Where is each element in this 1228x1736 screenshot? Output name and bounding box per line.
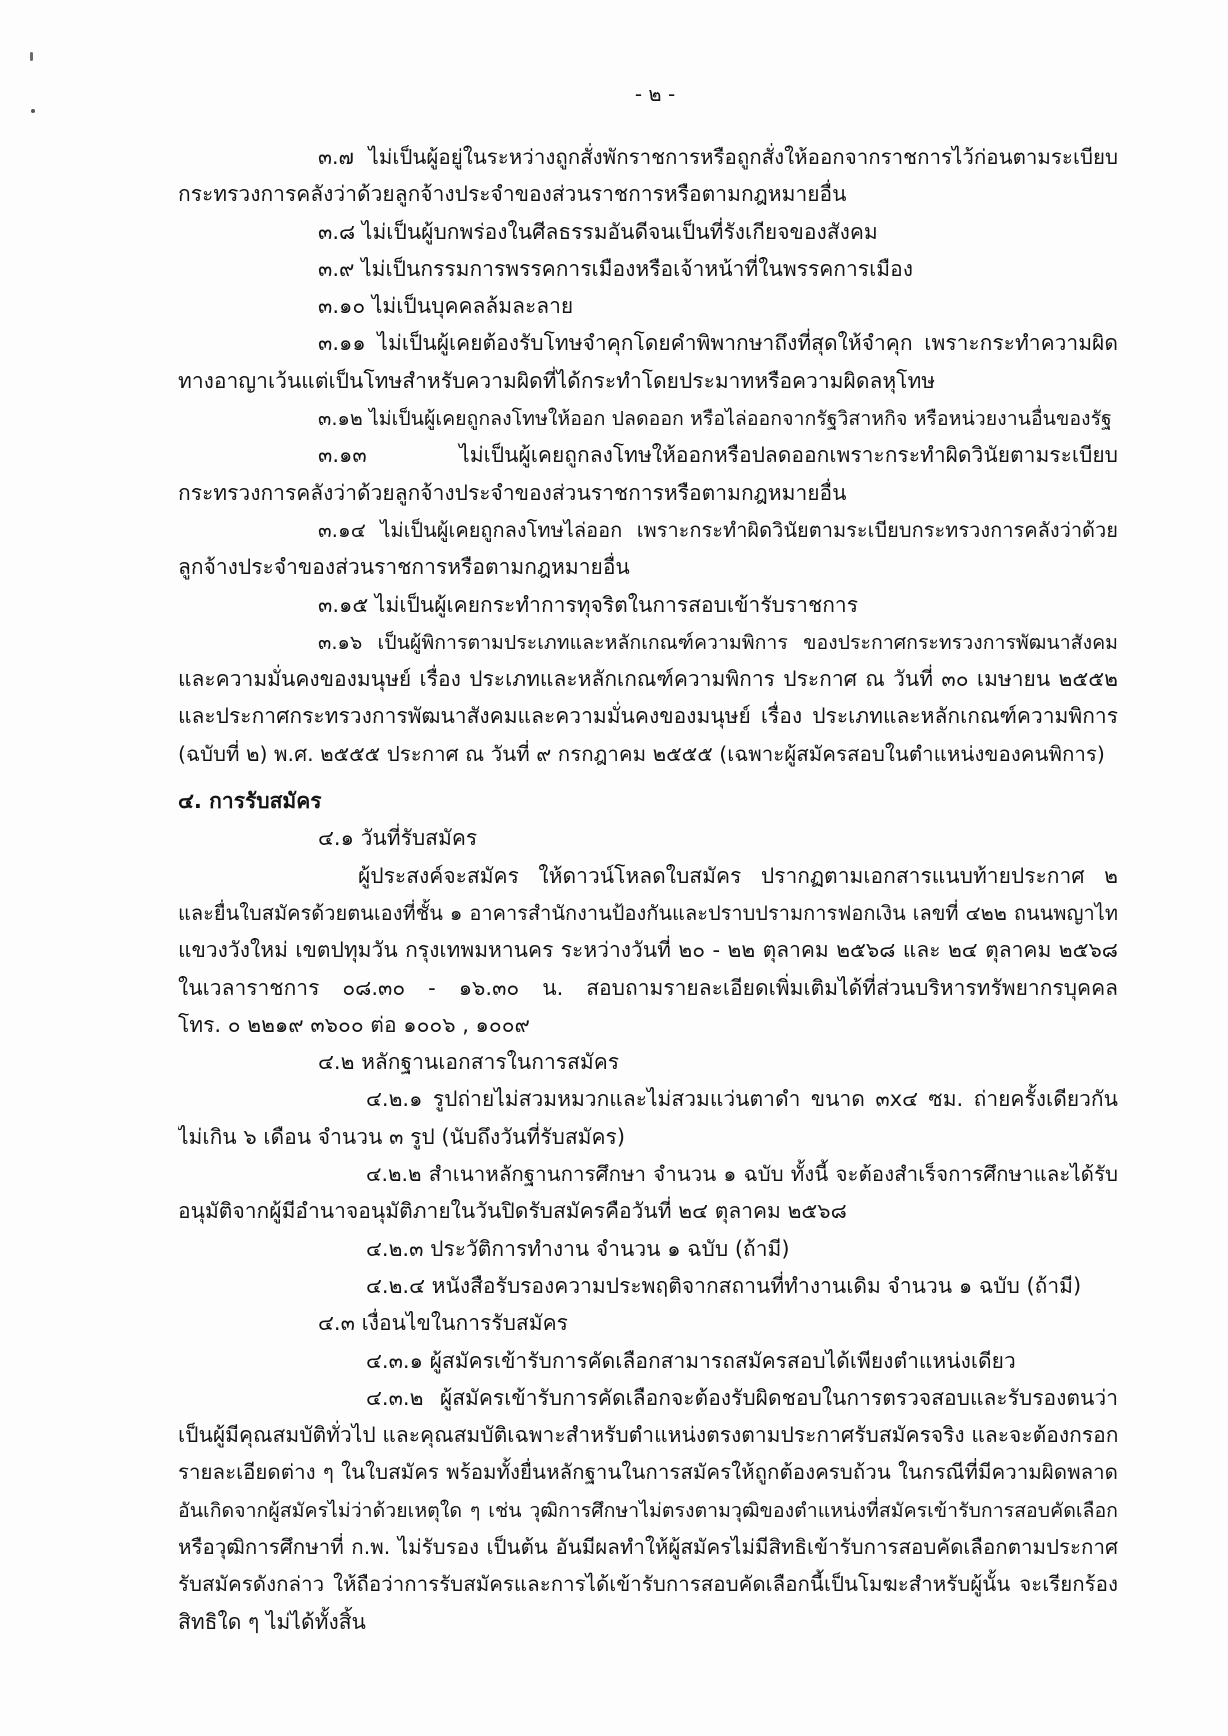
clause-4-3-2: ๔.๓.๒ ผู้สมัครเข้ารับการคัดเลือกจะต้องรับผิดชอบในการตรวจสอบและรับรองตนว่า: [366, 1385, 1118, 1410]
clause-4-3-1: ๔.๓.๑ ผู้สมัครเข้ารับการคัดเลือกสามารถสมัครสอบได้เพียงตำแหน่งเดียว: [366, 1348, 1016, 1373]
clause-4-3-2-continued: เป็นผู้มีคุณสมบัติทั่วไป และคุณสมบัติเฉพาะสำหรับตำแหน่งตรงตามประกาศรับสมัครจริง และจะต้องกรอก: [178, 1423, 1118, 1448]
clause-4-3-2-continued: หรือวุฒิการศึกษาที่ ก.พ. ไม่รับรอง เป็นต้น อันมีผลทำให้ผู้สมัครไม่มีสิทธิเข้ารับการสอบคัดเลือกตามประกาศ: [178, 1534, 1118, 1559]
application-paragraph-continued: ในเวลาราชการ ๐๘.๓๐ - ๑๖.๓๐ น. สอบถามรายละเอียดเพิ่มเติมได้ที่ส่วนบริหารทรัพยากรบุคคล: [178, 975, 1118, 1000]
clause-3-16-continued: และความมั่นคงของมนุษย์ เรื่อง ประเภทและหลักเกณฑ์ความพิการ ประกาศ ณ วันที่ ๓๐ เมษายน ๒๕๕๒: [178, 667, 1118, 692]
clause-4-2-1: ๔.๒.๑ รูปถ่ายไม่สวมหมวกและไม่สวมแว่นตาดำ ขนาด ๓x๔ ซม. ถ่ายครั้งเดียวกัน: [366, 1087, 1118, 1112]
clause-4-2-3: ๔.๒.๓ ประวัติการทำงาน จำนวน ๑ ฉบับ (ถ้ามี): [366, 1236, 790, 1261]
document-body: [178, 139, 1118, 1641]
application-paragraph: ผู้ประสงค์จะสมัคร ให้ดาวน์โหลดใบสมัคร ปรากฏตามเอกสารแนบท้ายประกาศ ๒: [358, 863, 1118, 888]
clause-3-11: ๓.๑๑ ไม่เป็นผู้เคยต้องรับโทษจำคุกโดยคำพิพากษาถึงที่สุดให้จำคุก เพราะกระทำความผิด: [318, 331, 1118, 356]
scan-mark: [30, 52, 33, 61]
scan-mark: [31, 109, 35, 113]
application-paragraph-continued: แขวงวังใหม่ เขตปทุมวัน กรุงเทพมหานคร ระหว่างวันที่ ๒๐ - ๒๒ ตุลาคม ๒๕๖๘ และ ๒๔ ตุลาคม ๒๕๖๘: [178, 938, 1118, 963]
clause-3-12: ๓.๑๒ ไม่เป็นผู้เคยถูกลงโทษให้ออก ปลดออก หรือไล่ออกจากรัฐวิสาหกิจ หรือหน่วยงานอื่นของรัฐ: [318, 407, 1112, 431]
clause-3-14: ๓.๑๔ ไม่เป็นผู้เคยถูกลงโทษไล่ออก เพราะกระทำผิดวินัยตามระเบียบกระทรวงการคลังว่าด้วย: [318, 517, 1118, 542]
application-paragraph-continued: และยื่นใบสมัครด้วยตนเองที่ชั้น ๑ อาคารสำนักงานป้องกันและปราบปรามการฟอกเงิน เลขที่ ๔๒๒ ถนนพญาไท: [178, 900, 1118, 925]
subsection-4-2-title: ๔.๒ หลักฐานเอกสารในการสมัคร: [318, 1050, 620, 1075]
contact-phone: โทร. ๐ ๒๒๑๙ ๓๖๐๐ ต่อ ๑๐๐๖ , ๑๐๐๙: [178, 1012, 530, 1037]
clause-4-2-2-continued: อนุมัติจากผู้มีอำนาจอนุมัติภายในวันปิดรับสมัครคือวันที่ ๒๔ ตุลาคม ๒๕๖๘: [178, 1199, 847, 1224]
subsection-4-1-title: ๔.๑ วันที่รับสมัคร: [318, 826, 478, 851]
clause-3-9: ๓.๙ ไม่เป็นกรรมการพรรคการเมืองหรือเจ้าหน้าที่ในพรรคการเมือง: [318, 256, 913, 281]
clause-4-3-2-continued: สิทธิใด ๆ ไม่ได้ทั้งสิ้น: [178, 1609, 366, 1634]
clause-3-13: ๓.๑๓ ไม่เป็นผู้เคยถูกลงโทษให้ออกหรือปลดออกเพราะกระทำผิดวินัยตามระเบียบ: [318, 443, 1118, 468]
clause-4-3-2-continued: อันเกิดจากผู้สมัครไม่ว่าด้วยเหตุใด ๆ เช่น วุฒิการศึกษาไม่ตรงตามวุฒิของตำแหน่งที่สมัครเข้ารับการสอบคัดเลือก: [178, 1498, 1118, 1522]
page-number: - ๒ -: [634, 82, 676, 106]
clause-4-3-2-continued: รายละเอียดต่าง ๆ ในใบสมัคร พร้อมทั้งยื่นหลักฐานในการสมัครให้ถูกต้องครบถ้วน ในกรณีที่มีความผิดพลาด: [178, 1460, 1118, 1485]
clause-3-7-continued: กระทรวงการคลังว่าด้วยลูกจ้างประจำของส่วนราชการหรือตามกฎหมายอื่น: [178, 182, 847, 207]
clause-4-2-2: ๔.๒.๒ สำเนาหลักฐานการศึกษา จำนวน ๑ ฉบับ ทั้งนี้ จะต้องสำเร็จการศึกษาและได้รับ: [366, 1162, 1118, 1187]
subsection-4-3-title: ๔.๓ เงื่อนไขในการรับสมัคร: [318, 1311, 568, 1336]
clause-3-11-continued: ทางอาญาเว้นแต่เป็นโทษสำหรับความผิดที่ได้กระทำโดยประมาทหรือความผิดลหุโทษ: [178, 368, 936, 393]
clause-3-16: ๓.๑๖ เป็นผู้พิการตามประเภทและหลักเกณฑ์ความพิการ ของประกาศกระทรวงการพัฒนาสังคม: [318, 630, 1118, 654]
clause-3-16-continued: และประกาศกระทรวงการพัฒนาสังคมและความมั่นคงของมนุษย์ เรื่อง ประเภทและหลักเกณฑ์ความพิการ: [178, 704, 1118, 729]
clause-3-8: ๓.๘ ไม่เป็นผู้บกพร่องในศีลธรรมอันดีจนเป็นที่รังเกียจของสังคม: [318, 219, 878, 244]
clause-4-3-2-continued: รับสมัครดังกล่าว ให้ถือว่าการรับสมัครและการได้เข้ารับการสอบคัดเลือกนี้เป็นโมฆะสำหรับผู้นั้น จะเรียกร้อง: [178, 1572, 1118, 1597]
section-4-heading: ๔. การรับสมัคร: [178, 789, 322, 814]
clause-3-13-continued: กระทรวงการคลังว่าด้วยลูกจ้างประจำของส่วนราชการหรือตามกฎหมายอื่น: [178, 480, 847, 505]
clause-3-16-continued: (ฉบับที่ ๒) พ.ศ. ๒๕๕๕ ประกาศ ณ วันที่ ๙ กรกฎาคม ๒๕๕๕ (เฉพาะผู้สมัครสอบในตำแหน่งของคนพิการ): [178, 741, 1105, 766]
clause-3-15: ๓.๑๕ ไม่เป็นผู้เคยกระทำการทุจริตในการสอบเข้ารับราชการ: [318, 592, 858, 617]
clause-3-14-continued: ลูกจ้างประจำของส่วนราชการหรือตามกฎหมายอื่น: [178, 555, 630, 580]
clause-3-10: ๓.๑๐ ไม่เป็นบุคคลล้มละลาย: [318, 294, 574, 319]
clause-4-2-1-continued: ไม่เกิน ๖ เดือน จำนวน ๓ รูป (นับถึงวันที่รับสมัคร): [178, 1124, 626, 1149]
clause-3-7: ๓.๗ ไม่เป็นผู้อยู่ในระหว่างถูกสั่งพักราชการหรือถูกสั่งให้ออกจากราชการไว้ก่อนตามระเบียบ: [318, 145, 1118, 169]
clause-4-2-4: ๔.๒.๔ หนังสือรับรองความประพฤติจากสถานที่ทำงานเดิม จำนวน ๑ ฉบับ (ถ้ามี): [366, 1273, 1082, 1298]
